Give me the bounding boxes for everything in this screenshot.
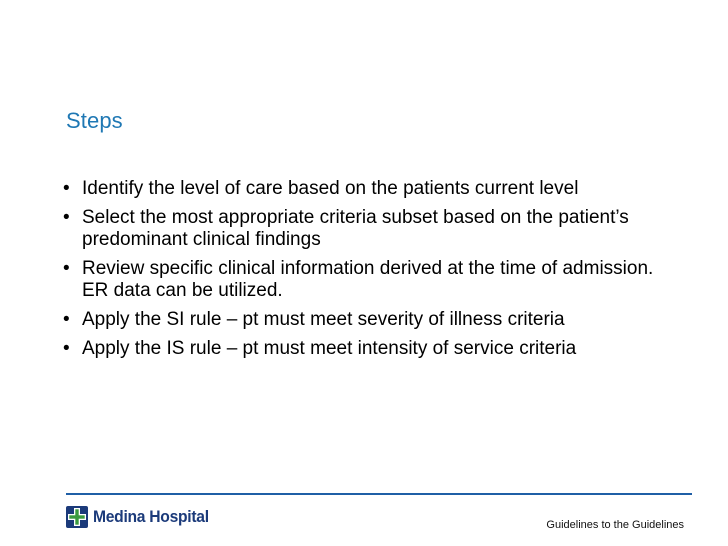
bullet-icon: • xyxy=(63,309,70,330)
list-item xyxy=(60,258,660,302)
bullet-icon: • xyxy=(63,207,70,228)
footer-caption: Guidelines to the Guidelines xyxy=(546,519,684,531)
logo-text: Medina Hospital xyxy=(93,507,209,526)
bullet-icon: • xyxy=(63,258,70,279)
list-item xyxy=(60,309,660,331)
list-item xyxy=(60,178,660,200)
bullet-icon: • xyxy=(63,338,70,359)
hospital-cross-icon xyxy=(66,506,88,528)
list-item xyxy=(60,207,660,251)
bullet-list xyxy=(60,178,660,367)
bullet-icon: • xyxy=(63,178,70,199)
bullet-text: Select the most appropriate criteria subset based on the patient’s predominant clinical findings xyxy=(82,207,629,250)
slide-title: Steps xyxy=(66,108,123,133)
bullet-text: Review specific clinical information derived at the time of admission. ER data can be utilized. xyxy=(82,258,654,301)
bullet-text: Apply the IS rule – pt must meet intensity of service criteria xyxy=(82,338,577,359)
hospital-logo xyxy=(66,506,219,528)
footer-divider xyxy=(66,493,692,495)
bullet-text: Apply the SI rule – pt must meet severity of illness criteria xyxy=(82,309,565,330)
list-item xyxy=(60,338,660,360)
bullet-text: Identify the level of care based on the patients current level xyxy=(82,178,579,199)
